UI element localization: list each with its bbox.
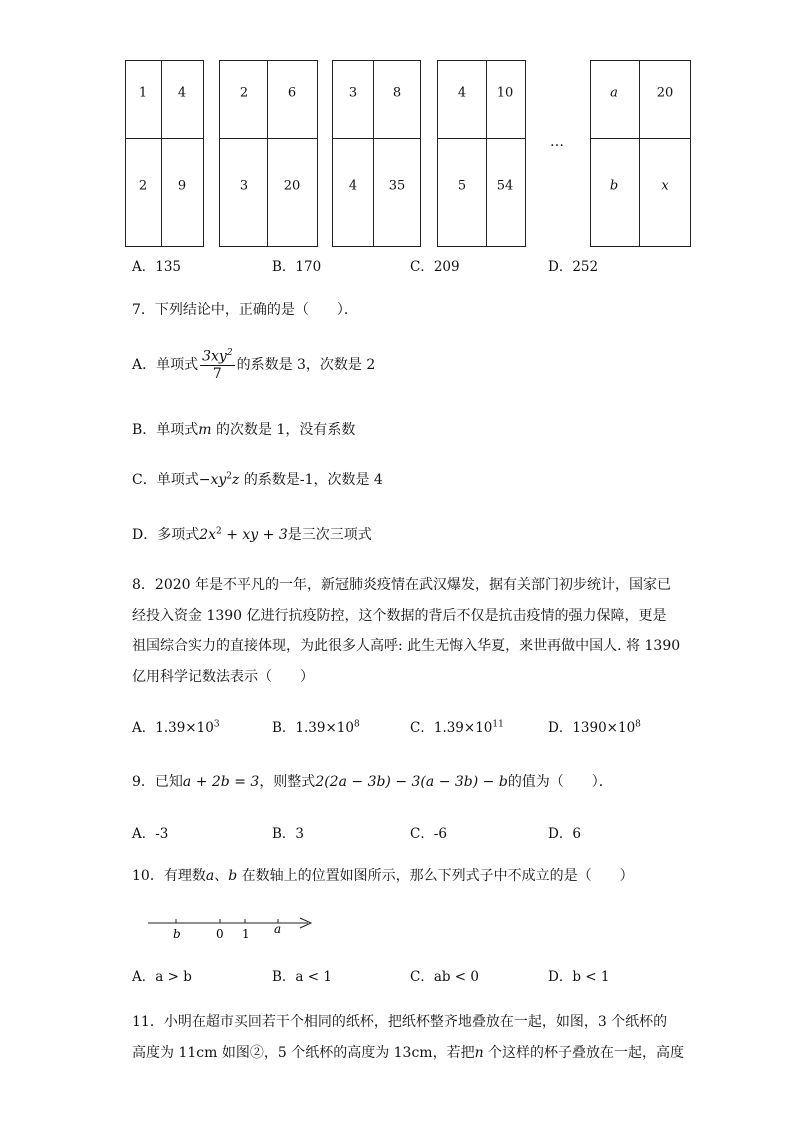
q6-grid-5 xyxy=(590,60,691,247)
q6-option-a[interactable]: A．135 xyxy=(132,259,182,275)
q7-d-prefix: D．多项式 xyxy=(132,527,200,543)
q11-line-1: 11．小明在超市买回若干个相同的纸杯，把纸杯整齐地叠放在一起，如图，3 个纸杯的 xyxy=(132,1014,668,1030)
q8-option-d[interactable]: D．$1390\times 10^8$ xyxy=(548,719,641,736)
q8-line-1: 8．2020 年是不平凡的一年，新冠肺炎疫情在武汉爆发，据有关部门初步统计，国家已 xyxy=(132,577,671,593)
grid-cell: x xyxy=(661,178,669,194)
q6-grid-2 xyxy=(219,60,318,247)
grid-cell: 8 xyxy=(392,85,402,101)
math-expr: 2x xyxy=(199,527,217,543)
q11-line-2: 高度为 11cm 如图②，5 个纸杯的高度为 13cm，若把n 个这样的杯子叠放在一起，高度 xyxy=(132,1045,685,1061)
grid-cell: a xyxy=(610,85,618,101)
q10-option-b[interactable]: B．a < 1 xyxy=(272,969,332,985)
grid-cell: 5 xyxy=(457,178,467,194)
math-expr: + xy + 3 xyxy=(221,527,288,543)
exponent: 2 xyxy=(226,348,233,358)
q7-b-suffix: 的次数是 1，没有系数 xyxy=(211,422,356,438)
q9-prefix: 9．已知 xyxy=(132,774,183,790)
grid-cell: 35 xyxy=(388,178,406,194)
q10-separator: 、 xyxy=(214,868,229,884)
math-var: b xyxy=(228,868,238,884)
math-var: m xyxy=(198,422,212,438)
q9-option-a[interactable]: A．-3 xyxy=(132,826,169,842)
q10-option-a[interactable]: A．a > b xyxy=(132,969,192,985)
q8-option-b[interactable]: B．$1.39\times 10^8$ xyxy=(272,719,360,736)
grid-cell: 3 xyxy=(239,178,249,194)
math-expr: z xyxy=(232,472,240,488)
q8-line-4: 亿用科学记数法表示（ ） xyxy=(132,669,314,685)
label-b: b xyxy=(173,927,181,941)
grid-cell: 54 xyxy=(496,178,514,194)
q7-a-suffix: 的系数是 3，次数是 2 xyxy=(236,356,376,373)
label-zero: 0 xyxy=(216,927,224,941)
q7-c-prefix: C．单项式 xyxy=(132,472,199,488)
q9-option-b[interactable]: B．3 xyxy=(272,826,305,842)
q10-option-c[interactable]: C．ab < 0 xyxy=(410,969,480,985)
q6-grid-1 xyxy=(125,60,204,247)
math-var: n xyxy=(474,1045,484,1061)
q9-suffix: 的值为（ ）． xyxy=(507,774,613,790)
q9-condition: a + 2b = 3 xyxy=(182,774,260,790)
exponent: 2 xyxy=(226,471,232,482)
q6-grid-3 xyxy=(332,60,421,247)
math-var: a xyxy=(205,868,215,884)
label-a: a xyxy=(274,922,282,936)
q7-a-prefix: A．单项式 xyxy=(132,356,199,373)
q7-b-prefix: B．单项式 xyxy=(132,422,199,438)
grid-cell: 1 xyxy=(138,85,148,101)
q10-prefix: 10．有理数 xyxy=(132,868,206,884)
label-one: 1 xyxy=(242,927,250,941)
q9-expression: 2(2a − 3b) − 3(a − 3b) − b xyxy=(315,774,508,790)
q8-line-3: 祖国综合实力的直接体现，为此很多人高呼: 此生无悔入华夏，来世再做中国人. 将 1390 xyxy=(132,638,681,654)
grid-cell: b xyxy=(609,178,619,194)
q7-option-a[interactable] xyxy=(132,348,375,382)
grid-cell: 6 xyxy=(287,85,297,101)
q6-ellipsis: … xyxy=(550,134,564,150)
q9-stem xyxy=(132,771,613,791)
grid-cell: 20 xyxy=(656,85,674,101)
q9-mid: ，则整式 xyxy=(259,774,316,790)
grid-cell: 20 xyxy=(283,178,301,194)
fraction xyxy=(200,348,234,382)
grid-cell: 4 xyxy=(348,178,358,194)
q10-suffix: 在数轴上的位置如图所示，那么下列式子中不成立的是（ ） xyxy=(237,868,634,884)
q10-option-d[interactable]: D．b < 1 xyxy=(548,969,610,985)
fraction-numerator: 3xy xyxy=(202,348,227,365)
q7-d-suffix: 是三次三项式 xyxy=(287,527,372,543)
grid-cell: 4 xyxy=(457,85,467,101)
q9-option-c[interactable]: C．-6 xyxy=(410,826,447,842)
q6-option-c[interactable]: C．209 xyxy=(410,259,460,275)
q7-c-suffix: 的系数是-1，次数是 4 xyxy=(239,472,383,488)
q8-option-a[interactable]: A．$1.39\times 10^3$ xyxy=(132,719,220,736)
q6-option-b[interactable]: B．170 xyxy=(272,259,322,275)
q7-option-c[interactable] xyxy=(132,469,383,489)
grid-cell: 9 xyxy=(177,178,187,194)
q8-option-c[interactable]: C．$1.39\times 10^{11}$ xyxy=(410,719,504,736)
q8-line-2: 经投入资金 1390 亿进行抗疫防控，这个数据的背后不仅是抗击疫情的强力保障，更是 xyxy=(132,608,667,624)
q6-grid-4 xyxy=(437,60,526,247)
q6-option-d[interactable]: D．252 xyxy=(548,259,599,275)
math-expr: −xy xyxy=(198,472,227,488)
q7-option-b[interactable] xyxy=(132,419,355,439)
q9-option-d[interactable]: D．6 xyxy=(548,826,581,842)
number-line xyxy=(140,910,330,946)
grid-cell: 4 xyxy=(177,85,187,101)
q7-option-d[interactable] xyxy=(132,524,372,544)
q10-stem xyxy=(132,865,634,885)
grid-cell: 2 xyxy=(138,178,148,194)
grid-cell: 3 xyxy=(348,85,358,101)
exponent: 2 xyxy=(216,526,222,537)
q7-stem: 7．下列结论中，正确的是（ ）． xyxy=(132,302,358,318)
grid-cell: 2 xyxy=(239,85,249,101)
fraction-denominator: 7 xyxy=(212,365,222,382)
grid-cell: 10 xyxy=(496,85,514,101)
